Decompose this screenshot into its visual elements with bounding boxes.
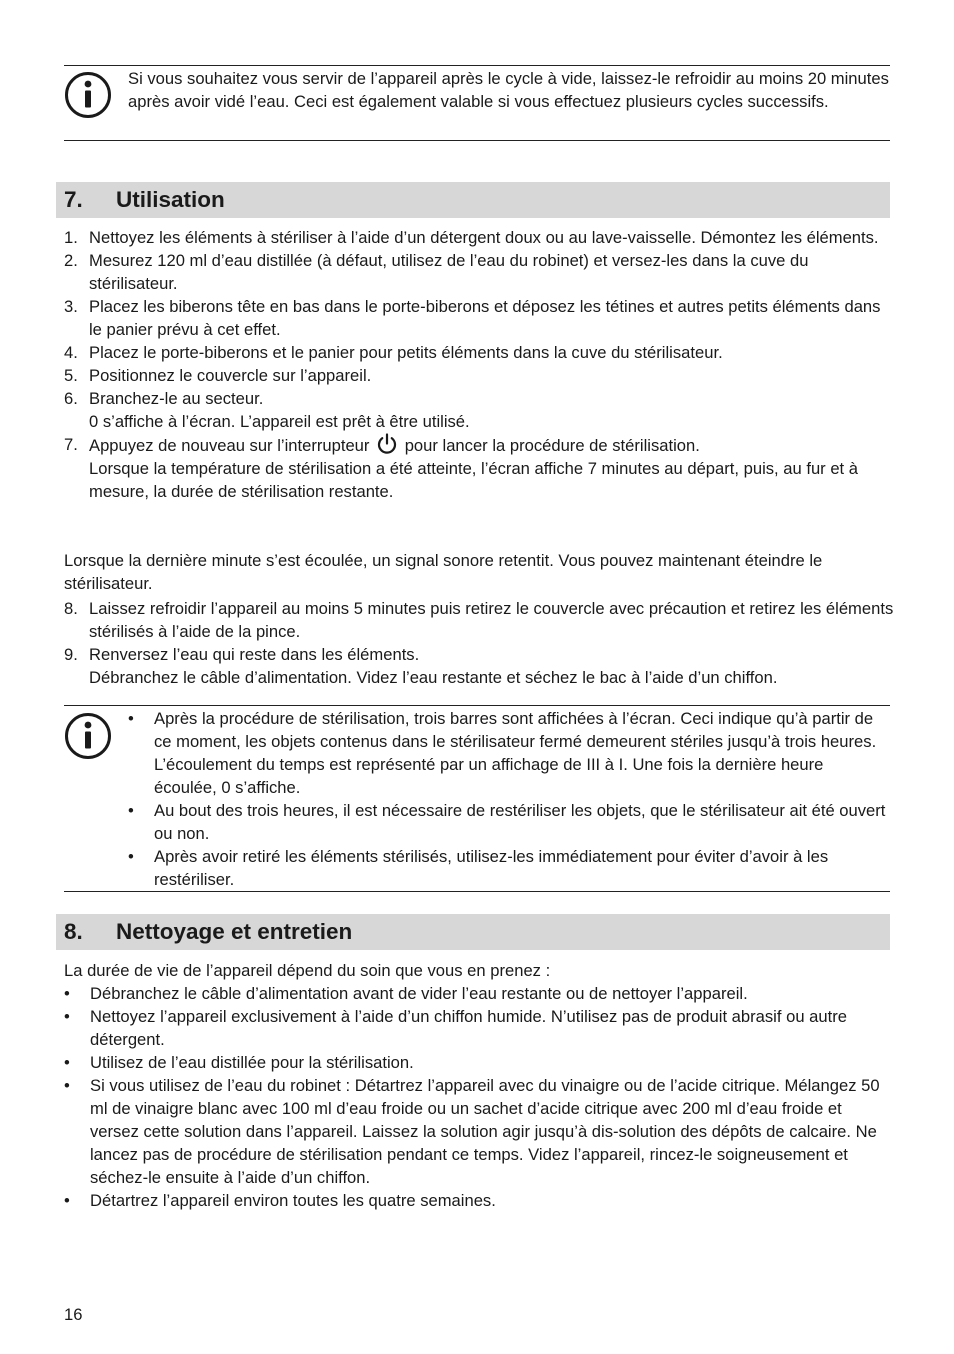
step-text: Positionnez le couvercle sur l’appareil.	[89, 366, 372, 385]
bullet: •	[64, 1053, 70, 1072]
bullet: •	[128, 709, 134, 728]
steps-list-continued	[64, 597, 894, 689]
section-title: Nettoyage et entretien	[116, 919, 353, 944]
step-number: 9.	[64, 645, 78, 664]
step-text: Mesurez 120 ml d’eau distillée (à défaut, utilisez de l’eau du robinet) et versez-les dans la cuve du stérilisateur.	[89, 251, 809, 293]
list-item	[64, 341, 894, 364]
step-text: Placez les biberons tête en bas dans le porte-biberons et déposez les tétines et autres petits éléments dans le panier prévu à cet effet.	[89, 297, 881, 339]
step-number: 2.	[64, 251, 78, 270]
list-item	[64, 1051, 894, 1074]
page-number: 16	[64, 1305, 83, 1324]
step-subtext: Lorsque la température de stérilisation a été atteinte, l’écran affiche 7 minutes au départ, puis, au fur et à mesure, la durée de stérilisation restante.	[89, 459, 858, 501]
bullet-text: Si vous utilisez de l’eau du robinet : Détartrez l’appareil avec du vinaigre ou de l’acide citrique. Mélangez 50 ml de vinaigre blanc avec 100 ml d’eau froide ou un sachet d’acide citrique avec 200 ml d’eau froide et versez cette solution dans l’appareil. Laissez la solution agir jusqu’à dis-solution des dépôts de calcaire. Ne lancez pas de procédure de stérilisation pendant ce temps. Videz l’appareil, rincez-le soigneusement et séchez-le ensuite à l’aide d’un chiffon.	[90, 1076, 880, 1187]
bullet-text: Utilisez de l’eau distillée pour la stérilisation.	[90, 1053, 414, 1072]
bullet: •	[128, 847, 134, 866]
step-subtext: 0 s’affiche à l’écran. L’appareil est prêt à être utilisé.	[89, 412, 470, 431]
section-heading-nettoyage	[56, 914, 890, 950]
step-text: Laissez refroidir l’appareil au moins 5 minutes puis retirez le couvercle avec précaution et retirez les éléments stérilisés à l’aide de la pince.	[89, 599, 894, 641]
note-text: Si vous souhaitez vous servir de l’appareil après le cycle à vide, laissez-le refroidir au moins 20 minutes après avoir vidé l’eau. Ceci est également valable si vous effectuez plusieurs cycles successifs.	[128, 69, 889, 111]
list-item	[64, 249, 894, 295]
step-text-before: Appuyez de nouveau sur l’interrupteur	[89, 436, 370, 455]
power-icon	[376, 433, 398, 455]
list-item	[128, 845, 890, 891]
bullet: •	[128, 801, 134, 820]
list-item	[64, 433, 894, 457]
step-text: Branchez-le au secteur.	[89, 389, 264, 408]
section-number: 7.	[64, 187, 83, 212]
section-title: Utilisation	[116, 187, 225, 212]
bullet: •	[64, 1191, 70, 1210]
step-number: 1.	[64, 228, 78, 247]
bullet-text: Après la procédure de stérilisation, trois barres sont affichées à l’écran. Ceci indique qu’à partir de ce moment, les objets contenus dans le stérilisateur fermé demeurent stériles jusqu’à trois heures. L’écoulement du temps est représenté par un affichage de III à I. Une fois la dernière heure écoulée, 0 s’affiche.	[154, 709, 877, 797]
step-number: 3.	[64, 297, 78, 316]
step-text: Nettoyez les éléments à stériliser à l’aide d’un détergent doux ou au lave-vaisselle. Démontez les éléments.	[89, 228, 879, 247]
bullet: •	[64, 1007, 70, 1026]
step-text-after: pour lancer la procédure de stérilisation.	[404, 436, 700, 455]
section-heading-utilisation	[56, 182, 890, 218]
step-number: 6.	[64, 389, 78, 408]
info-paragraph: Lorsque la dernière minute s’est écoulée, un signal sonore retentit. Vous pouvez maintenant éteindre le stérilisateur.	[64, 551, 823, 593]
list-item	[64, 1005, 894, 1051]
bullet: •	[64, 1076, 70, 1095]
bullet-text: Débranchez le câble d’alimentation avant de vider l’eau restante ou de nettoyer l’appareil.	[90, 984, 748, 1003]
step-text	[89, 433, 894, 457]
list-item	[64, 597, 894, 643]
note-bullets	[128, 706, 890, 891]
list-item	[64, 1189, 894, 1212]
step-number: 4.	[64, 343, 78, 362]
list-item	[64, 643, 894, 666]
list-item	[64, 387, 894, 410]
list-item	[128, 707, 890, 799]
bullet: •	[64, 984, 70, 1003]
list-item	[64, 226, 894, 249]
step-text: Placez le porte-biberons et le panier pour petits éléments dans la cuve du stérilisateur.	[89, 343, 723, 362]
bullet-text: Détartrez l’appareil environ toutes les quatre semaines.	[90, 1191, 496, 1210]
list-item	[64, 982, 894, 1005]
step-text: Renversez l’eau qui reste dans les éléments.	[89, 645, 420, 664]
step-number: 8.	[64, 599, 78, 618]
list-item	[128, 799, 890, 845]
step-number: 5.	[64, 366, 78, 385]
list-item	[64, 364, 894, 387]
steps-list	[64, 226, 894, 503]
bullet-text: Après avoir retiré les éléments stérilisés, utilisez-les immédiatement pour éviter d’avoir à les restériliser.	[154, 847, 829, 889]
section-intro: La durée de vie de l’appareil dépend du soin que vous en prenez :	[64, 961, 551, 980]
info-note-sterilisation	[64, 705, 890, 892]
bullet-text: Au bout des trois heures, il est nécessaire de restériliser les objets, que le stérilisateur ait été ouvert ou non.	[154, 801, 886, 843]
info-icon	[64, 712, 112, 760]
section-number: 8.	[64, 919, 83, 944]
step-number: 7.	[64, 435, 78, 454]
info-icon	[64, 71, 112, 119]
bullet-text: Nettoyez l’appareil exclusivement à l’aide d’un chiffon humide. N’utilisez pas de produit abrasif ou autre détergent.	[90, 1007, 847, 1049]
list-item	[64, 1074, 894, 1189]
maintenance-list	[64, 982, 894, 1212]
list-item	[64, 295, 894, 341]
step-subtext: Débranchez le câble d’alimentation. Videz l’eau restante et séchez le bac à l’aide d’un chiffon.	[89, 668, 778, 687]
info-note-top	[64, 65, 890, 141]
